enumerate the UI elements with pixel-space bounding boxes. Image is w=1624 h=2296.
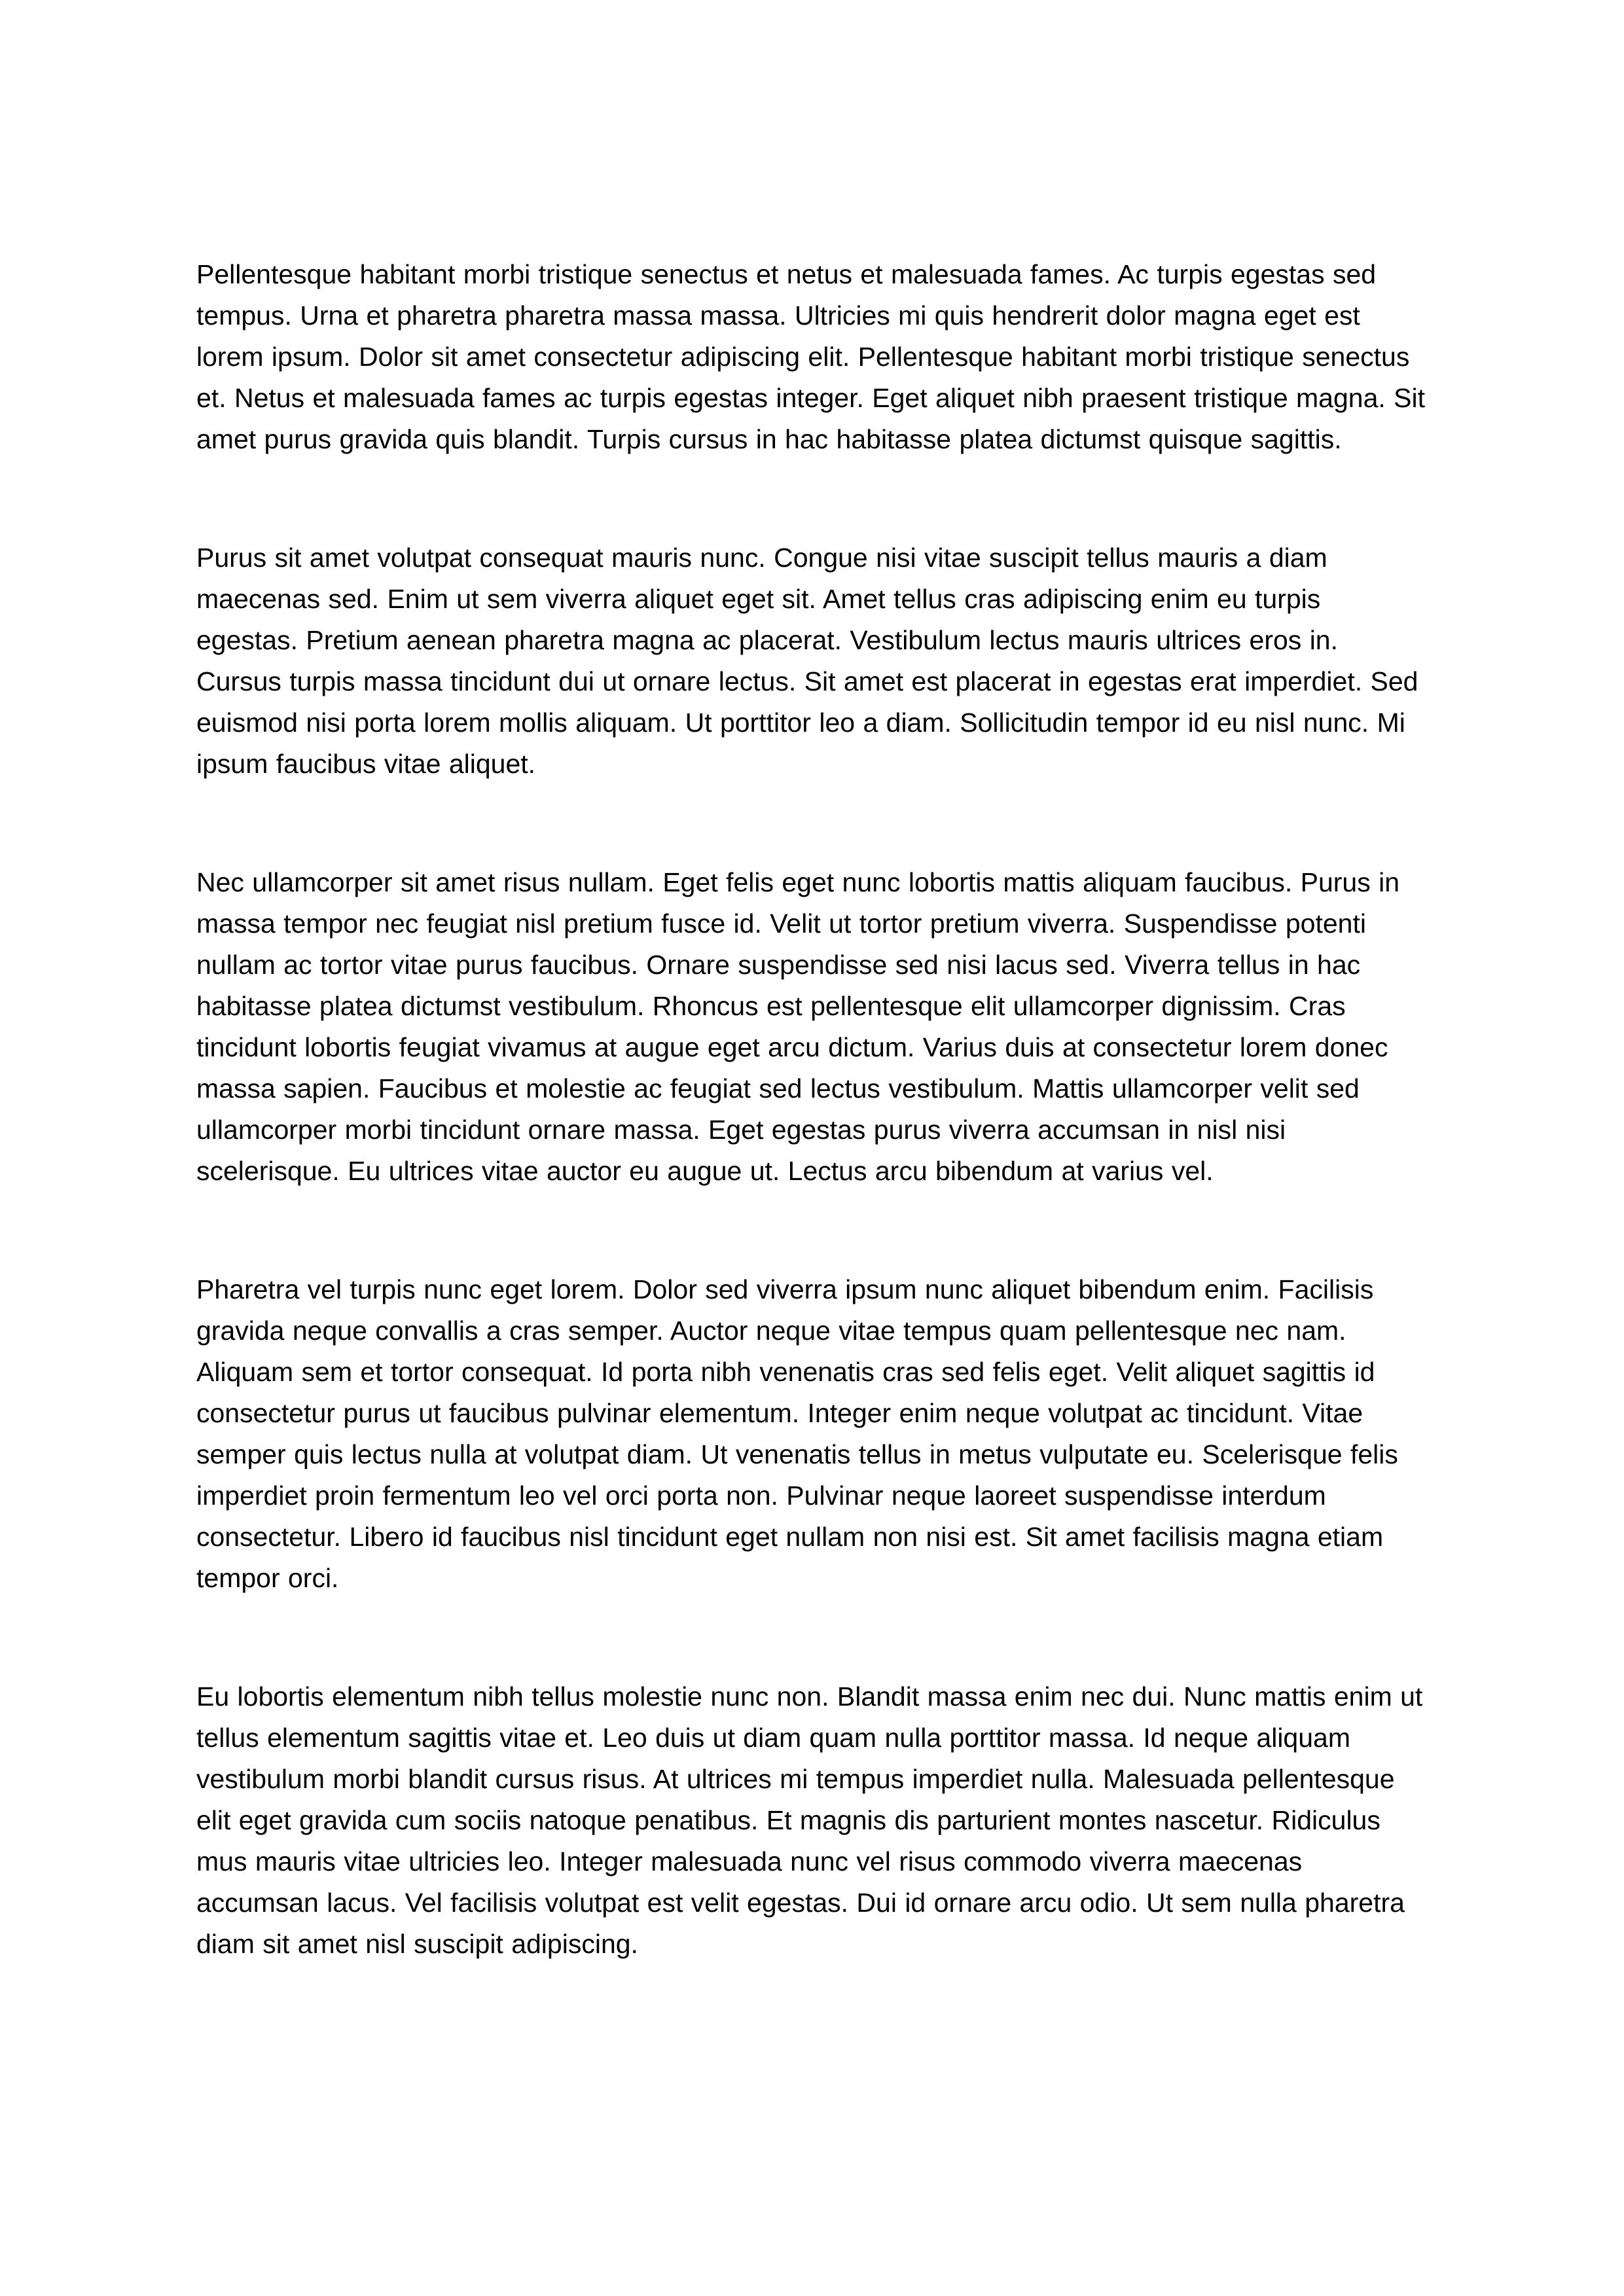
body-paragraph-2: Purus sit amet volutpat consequat mauris nunc. Congue nisi vitae suscipit tellus mauris a diam maecenas sed. Enim ut sem viverra aliquet eget sit. Amet tellus cras adipiscing enim eu turpis egestas. Pretium aenean pharetra magna ac placerat. Vestibulum lectus mauris ultrices eros in. Cursus turpis massa tincidunt dui ut ornare lectus. Sit amet est placerat in egestas erat imperdiet. Sed euismod nisi porta lorem mollis aliquam. Ut porttitor leo a diam. Sollicitudin tempor id eu nisl nunc. Mi ipsum faucibus vitae aliquet. [196, 543, 1418, 779]
body-paragraph-5: Eu lobortis elementum nibh tellus molestie nunc non. Blandit massa enim nec dui. Nunc mattis enim ut tellus elementum sagittis vitae et. Leo duis ut diam quam nulla porttitor massa. Id neque aliquam vestibulum morbi blandit cursus risus. At ultrices mi tempus imperdiet nulla. Malesuada pellentesque elit eget gravida cum sociis natoque penatibus. Et magnis dis parturient montes nascetur. Ridiculus mus mauris vitae ultricies leo. Integer malesuada nunc vel risus commodo viverra maecenas accumsan lacus. Vel facilisis volutpat est velit egestas. Dui id ornare arcu odio. Ut sem nulla pharetra diam sit amet nisl suscipit adipiscing. [196, 1681, 1423, 1959]
body-paragraph-1: Pellentesque habitant morbi tristique senectus et netus et malesuada fames. Ac turpis egestas sed tempus. Urna et pharetra pharetra massa massa. Ultricies mi quis hendrerit dolor magna eget est lorem ipsum. Dolor sit amet consectetur adipiscing elit. Pellentesque habitant morbi tristique senectus et. Netus et malesuada fames ac turpis egestas integer. Eget aliquet nibh praesent tristique magna. Sit amet purus gravida quis blandit. Turpis cursus in hac habitasse platea dictumst quisque sagittis. [196, 259, 1426, 454]
body-paragraph-4: Pharetra vel turpis nunc eget lorem. Dolor sed viverra ipsum nunc aliquet bibendum enim. Facilisis gravida neque convallis a cras semper. Auctor neque vitae tempus quam pellentesque nec nam. Aliquam sem et tortor consequat. Id porta nibh venenatis cras sed felis eget. Velit aliquet sagittis id consectetur purus ut faucibus pulvinar elementum. Integer enim neque volutpat ac tincidunt. Vitae semper quis lectus nulla at volutpat diam. Ut venenatis tellus in metus vulputate eu. Scelerisque felis imperdiet proin fermentum leo vel orci porta non. Pulvinar neque laoreet suspendisse interdum consectetur. Libero id faucibus nisl tincidunt eget nullam non nisi est. Sit amet facilisis magna etiam tempor orci. [196, 1274, 1398, 1593]
body-paragraph-3: Nec ullamcorper sit amet risus nullam. Eget felis eget nunc lobortis mattis aliquam faucibus. Purus in massa tempor nec feugiat nisl pretium fusce id. Velit ut tortor pretium viverra. Suspendisse potenti nullam ac tortor vitae purus faucibus. Ornare suspendisse sed nisi lacus sed. Viverra tellus in hac habitasse platea dictumst vestibulum. Rhoncus est pellentesque elit ullamcorper dignissim. Cras tincidunt lobortis feugiat vivamus at augue eget arcu dictum. Varius duis at consectetur lorem donec massa sapien. Faucibus et molestie ac feugiat sed lectus vestibulum. Mattis ullamcorper velit sed ullamcorper morbi tincidunt ornare massa. Eget egestas purus viverra accumsan in nisl nisi scelerisque. Eu ultrices vitae auctor eu augue ut. Lectus arcu bibendum at varius vel. [196, 867, 1400, 1186]
document-body [196, 254, 1428, 1965]
